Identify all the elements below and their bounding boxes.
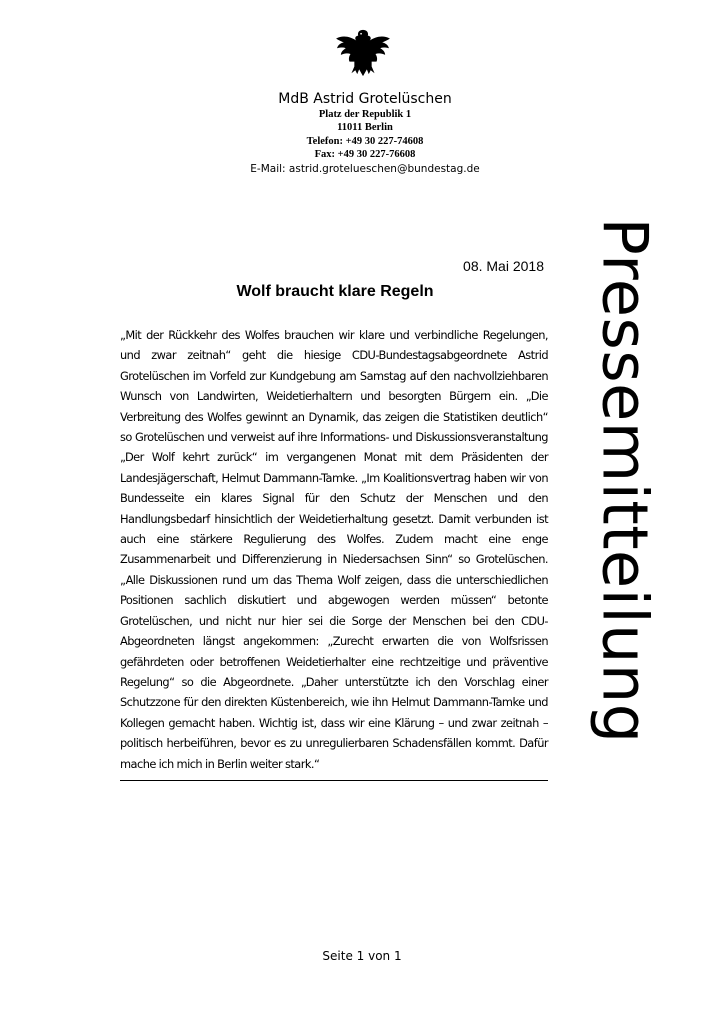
side-title-text: Pressemitteilung: [588, 216, 662, 744]
sender-street: Platz der Republik 1: [318, 109, 412, 120]
sender-phone: Telefon: +49 30 227-74608: [306, 135, 424, 147]
body-text: „Mit der Rückkehr des Wolfes brauchen wir klare und verbindliche Regelungen, und zwar zeitnah“ geht die hiesige CDU-Bundestagsabgeordnete Astrid Grotelüschen im Vorfeld zur Kundgebung am Samstag auf den nachvollziehbaren Wunsch von Landwirten, Weidetierhaltern und besorgten Bürgern ein. „Die Verbreitung des Wolfes gewinnt an Dynamik, das zeigen die Statistiken deutlich“ so Grotelüschen und verweist auf ihre Informations- und Diskussionsveranstaltung „Der Wolf kehrt zurück“ im vergangenen Monat mit dem Präsidenten der Landesjägerschaft, Helmut Dammann-Tamke. „Im Koalitionsvertrag haben wir von Bundesseite ein klares Signal für den Schutz der Menschen und den Handlungsbedarf hinsichtlich der Weidetierhaltung gesetzt. Damit verbunden ist auch eine stärkere Regulierung des Wolfes. Zudem macht eine enge Zusammenarbeit und Differenzierung in Niedersachsen Sinn“ so Grotelüschen. „Alle Diskussionen rund um das Thema Wolf zeigen, dass die unterschiedlichen Positionen sachlich diskutiert und abgewogen werden müssen“ betonte Grotelüschen, und nicht nur hier sei die Sorge der Menschen bei den CDU-Abgeordneten längst angekommen: „Zurecht erwarten die von Wolfsrissen gefährdeten oder betroffenen Weidetierhalter eine rechtzeitige und präventive Regelung“ so die Abgeordnete. „Daher unterstützte ich den Vorschlag einer Schutzzone für den direkten Küstenbereich, wie ihn Helmut Dammann-Tamke und Kollegen gemacht haben. Wichtig ist, dass wir eine Klärung – und zwar zeitnah – politisch herbeiführen, bevor es zu unregulierbaren Schadensfällen kommt. Dafür mache ich mich in Berlin weiter stark.“: [120, 328, 548, 771]
sender-email: E-Mail: astrid.grotelueschen@bundestag.de: [250, 162, 480, 175]
sender-fax: Fax: +49 30 227-76608: [314, 149, 416, 161]
bundesadler-icon: [334, 28, 392, 78]
sender-name: MdB Astrid Grotelüschen: [278, 91, 452, 107]
press-date: 08. Mai 2018: [463, 258, 544, 274]
page-footer: Seite 1 von 1: [322, 949, 402, 963]
headline: Wolf braucht klare Regeln: [236, 283, 434, 300]
sender-block: [200, 90, 530, 176]
divider: [120, 780, 548, 781]
sender-city: 11011 Berlin: [337, 122, 393, 134]
side-title: [585, 100, 665, 860]
